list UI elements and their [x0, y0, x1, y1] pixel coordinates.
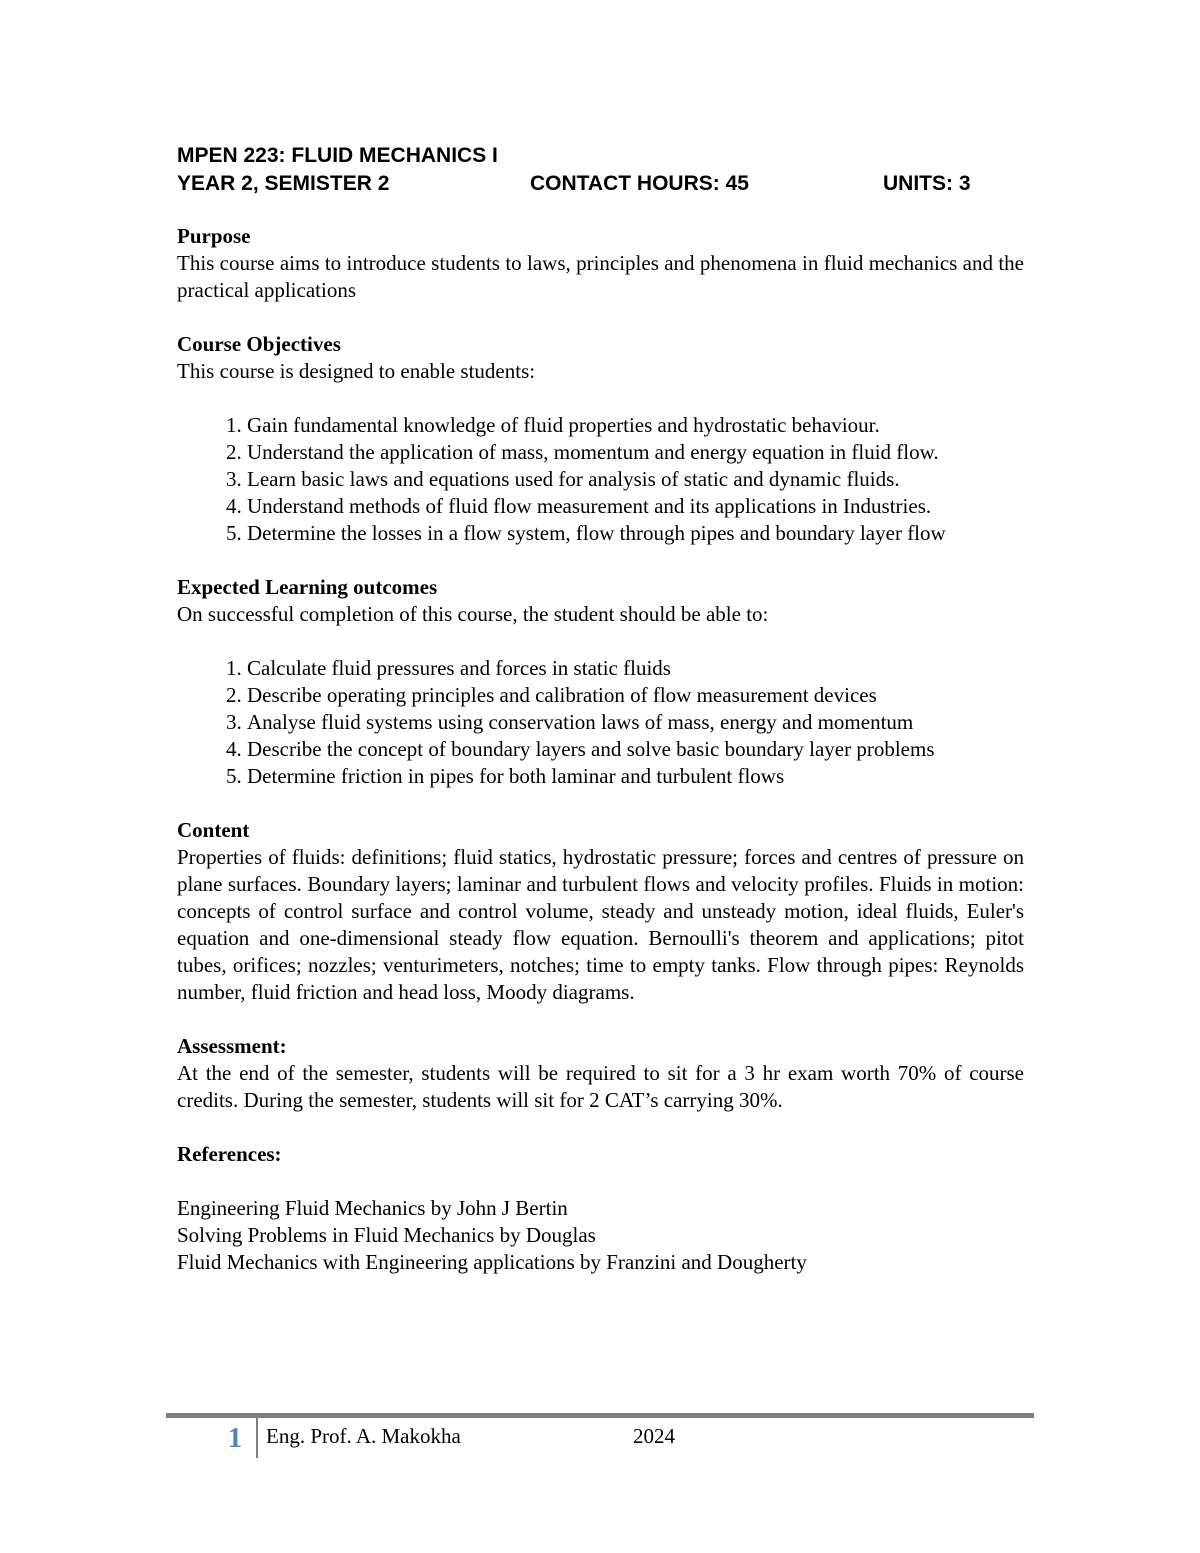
outcomes-list: [177, 655, 1024, 790]
purpose-heading: Purpose: [177, 224, 251, 248]
objectives-section: [177, 331, 1024, 547]
objectives-list: [177, 412, 1024, 547]
purpose-text: This course aims to introduce students to laws, principles and phenomena in fluid mechanics and the practical applications: [177, 251, 1024, 302]
course-title-row: [177, 142, 1037, 170]
list-item: 1. Calculate fluid pressures and forces in static fluids: [247, 655, 1024, 682]
objectives-heading: Course Objectives: [177, 332, 341, 356]
document-body: [177, 223, 1024, 1276]
list-item: 1. Gain fundamental knowledge of fluid properties and hydrostatic behaviour.: [247, 412, 1024, 439]
list-item: 3. Learn basic laws and equations used for analysis of static and dynamic fluids.: [247, 466, 1024, 493]
footer-rule: [166, 1413, 1034, 1418]
outcomes-heading: Expected Learning outcomes: [177, 575, 438, 599]
units: UNITS: 3: [883, 172, 971, 195]
course-info-row: [177, 170, 1037, 198]
list-item: 3. Analyse fluid systems using conservation laws of mass, energy and momentum: [247, 709, 1024, 736]
references-section: [177, 1141, 1024, 1276]
assessment-heading: Assessment:: [177, 1034, 287, 1058]
course-title: MPEN 223: FLUID MECHANICS I: [177, 144, 498, 167]
reference-item: Solving Problems in Fluid Mechanics by Douglas: [177, 1223, 596, 1247]
outcomes-intro: On successful completion of this course, the student should be able to:: [177, 602, 769, 626]
reference-item: Engineering Fluid Mechanics by John J Bertin: [177, 1196, 568, 1220]
list-item: 5. Determine the losses in a flow system, flow through pipes and boundary layer flow: [247, 520, 1024, 547]
course-header: [177, 142, 1037, 198]
footer-year: 2024: [633, 1424, 675, 1448]
references-heading: References:: [177, 1142, 282, 1166]
year-semester: YEAR 2, SEMISTER 2: [177, 172, 390, 195]
footer-author: Eng. Prof. A. Makokha: [266, 1424, 461, 1448]
assessment-section: [177, 1033, 1024, 1114]
list-item: 5. Determine friction in pipes for both laminar and turbulent flows: [247, 763, 1024, 790]
list-item: 2. Understand the application of mass, momentum and energy equation in fluid flow.: [247, 439, 1024, 466]
contact-hours: CONTACT HOURS: 45: [530, 172, 749, 195]
page-number: 1: [228, 1423, 242, 1454]
outcomes-section: [177, 574, 1024, 790]
footer-divider: [256, 1418, 258, 1458]
objectives-intro: This course is designed to enable students:: [177, 359, 536, 383]
content-text: Properties of fluids: definitions; fluid statics, hydrostatic pressure; forces and centres of pressure on plane surfaces. Boundary layers; laminar and turbulent flows and velocity profiles. Fluids in motion: concepts of control surface and control volume, steady and unsteady motion, ideal fluids, Euler's equation and one-dimensional steady flow equation. Bernoulli's theorem and applications; pitot tubes, orifices; nozzles; venturimeters, notches; time to empty tanks. Flow through pipes: Reynolds number, fluid friction and head loss, Moody diagrams.: [177, 845, 1024, 1004]
list-item: 4. Understand methods of fluid flow measurement and its applications in Industries.: [247, 493, 1024, 520]
content-section: [177, 817, 1024, 1006]
list-item: 2. Describe operating principles and calibration of flow measurement devices: [247, 682, 1024, 709]
assessment-text: At the end of the semester, students will be required to sit for a 3 hr exam worth 70% of course credits. During the semester, students will sit for 2 CAT’s carrying 30%.: [177, 1061, 1024, 1112]
content-heading: Content: [177, 818, 250, 842]
list-item: 4. Describe the concept of boundary layers and solve basic boundary layer problems: [247, 736, 1024, 763]
reference-item: Fluid Mechanics with Engineering applications by Franzini and Dougherty: [177, 1250, 807, 1274]
purpose-section: [177, 223, 1024, 304]
